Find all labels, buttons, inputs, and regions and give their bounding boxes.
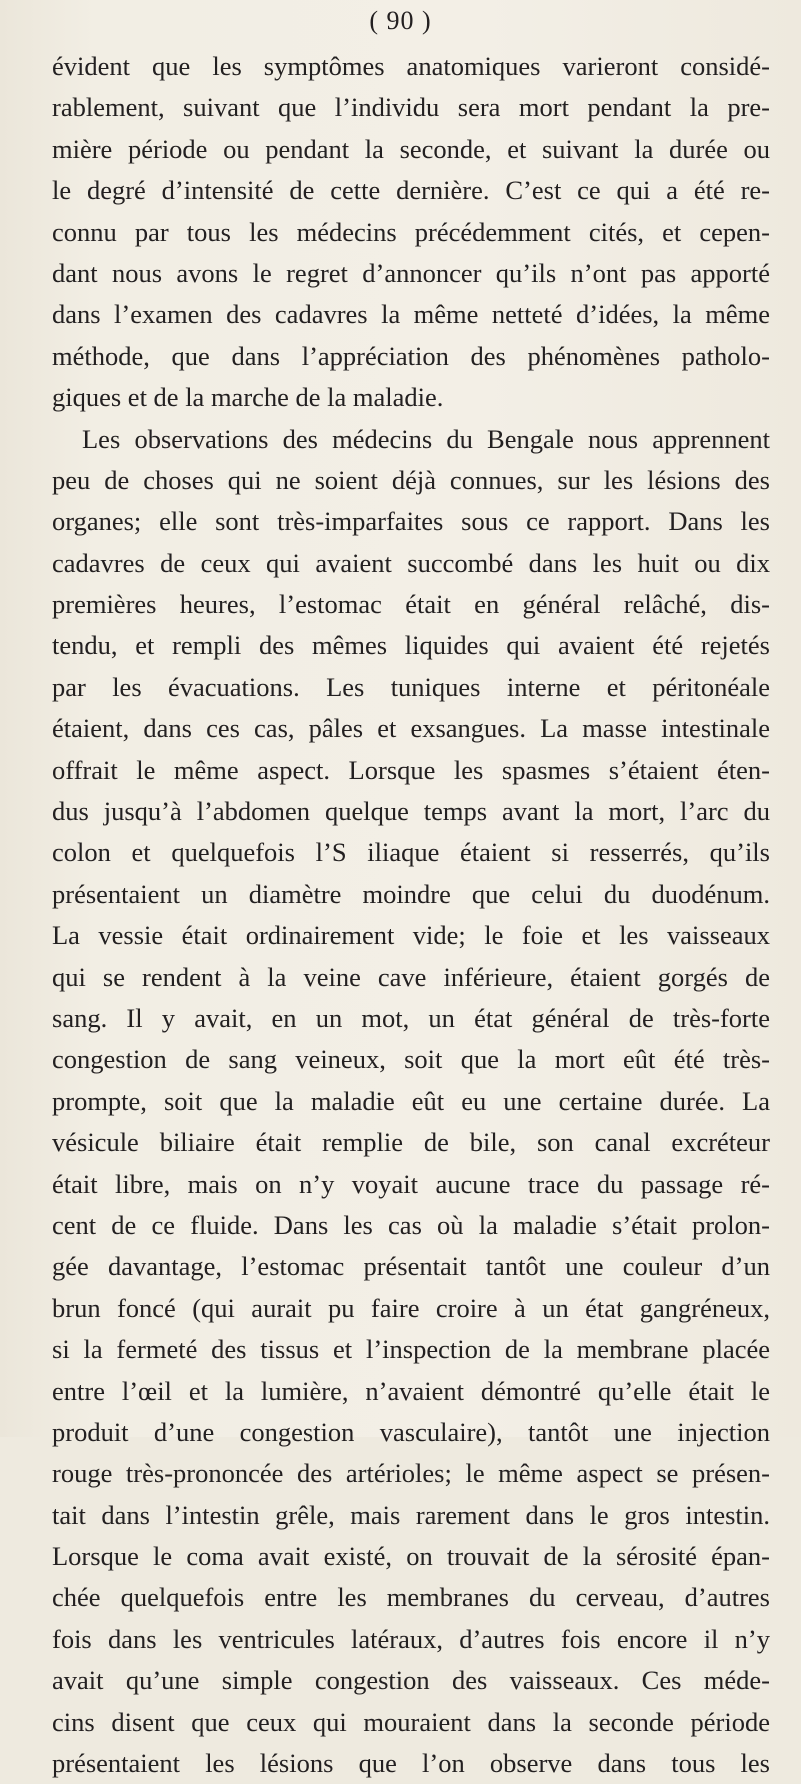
text-line: tait dans l’intestin grêle, mais rarement dans le gros intestin.: [52, 1499, 770, 1530]
text-line: si la fermeté des tissus et l’inspection de la membrane placée: [52, 1334, 770, 1365]
text-line: offrait le même aspect. Lorsque les spasmes s’étaient éten-: [52, 754, 770, 785]
text-line: entre l’œil et la lumière, n’avaient démontré qu’elle était le: [52, 1375, 770, 1406]
text-line: congestion de sang veineux, soit que la mort eût été très-: [52, 1044, 770, 1075]
text-line: prompte, soit que la maladie eût eu une certaine durée. La: [52, 1085, 770, 1116]
text-line: dus jusqu’à l’abdomen quelque temps avant la mort, l’arc du: [52, 796, 770, 827]
body-text: [52, 46, 770, 1784]
text-line: colon et quelquefois l’S iliaque étaient si resserrés, qu’ils: [52, 837, 770, 868]
text-line: rouge très-prononcée des artérioles; le même aspect se présen-: [52, 1458, 770, 1489]
paragraph-start-line: Les observations des médecins du Bengale nous apprennent: [82, 423, 770, 454]
text-line: le degré d’intensité de cette dernière. C’est ce qui a été re-: [52, 175, 770, 206]
paragraph-end-line: giques et de la marche de la maladie.: [52, 382, 444, 413]
text-line: connu par tous les médecins précédemment cités, et cepen-: [52, 216, 770, 247]
text-line: était libre, mais on n’y voyait aucune trace du passage ré-: [52, 1168, 770, 1199]
text-line: cins disent que ceux qui mouraient dans la seconde période: [52, 1706, 770, 1737]
text-line: brun foncé (qui aurait pu faire croire à un état gangréneux,: [52, 1292, 770, 1323]
text-line: évident que les symptômes anatomiques varieront considé-: [52, 51, 770, 81]
text-line: présentaient les lésions que l’on observe dans tous les: [52, 1748, 770, 1779]
text-line: par les évacuations. Les tuniques interne et péritonéale: [52, 671, 770, 702]
text-line: produit d’une congestion vasculaire), tantôt une injection: [52, 1416, 770, 1447]
text-line: mière période ou pendant la seconde, et suivant la durée ou: [52, 133, 770, 164]
text-line: tendu, et rempli des mêmes liquides qui avaient été rejetés: [52, 630, 770, 661]
text-line: rablement, suivant que l’individu sera mort pendant la pre-: [52, 92, 770, 123]
text-line: cent de ce fluide. Dans les cas où la maladie s’était prolon-: [52, 1209, 770, 1240]
text-line: gée davantage, l’estomac présentait tantôt une couleur d’un: [52, 1251, 770, 1282]
text-line: premières heures, l’estomac était en général relâché, dis-: [52, 589, 770, 620]
page-number: ( 90 ): [369, 6, 432, 35]
text-line: sang. Il y avait, en un mot, un état général de très-forte: [52, 1002, 770, 1033]
text-line: présentaient un diamètre moindre que celui du duodénum.: [52, 878, 770, 909]
text-line: chée quelquefois entre les membranes du cerveau, d’autres: [52, 1582, 770, 1613]
text-line: étaient, dans ces cas, pâles et exsangues. La masse intestinale: [52, 713, 770, 744]
text-line: peu de choses qui ne soient déjà connues, sur les lésions des: [52, 464, 770, 495]
text-line: vésicule biliaire était remplie de bile, son canal excréteur: [52, 1127, 770, 1158]
text-line: fois dans les ventricules latéraux, d’autres fois encore il n’y: [52, 1623, 770, 1654]
text-line: dant nous avons le regret d’annoncer qu’ils n’ont pas apporté: [52, 257, 770, 288]
text-line: cadavres de ceux qui avaient succombé dans les huit ou dix: [52, 547, 770, 578]
text-line: La vessie était ordinairement vide; le foie et les vaisseaux: [52, 920, 770, 951]
text-line: méthode, que dans l’appréciation des phénomènes patholo-: [52, 340, 770, 371]
text-line: Lorsque le coma avait existé, on trouvait de la sérosité épan-: [52, 1541, 770, 1572]
text-line: dans l’examen des cadavres la même netteté d’idées, la même: [52, 299, 770, 330]
text-line: organes; elle sont très-imparfaites sous ce rapport. Dans les: [52, 506, 770, 537]
text-line: avait qu’une simple congestion des vaisseaux. Ces méde-: [52, 1665, 770, 1696]
text-line: qui se rendent à la veine cave inférieure, étaient gorgés de: [52, 961, 770, 992]
